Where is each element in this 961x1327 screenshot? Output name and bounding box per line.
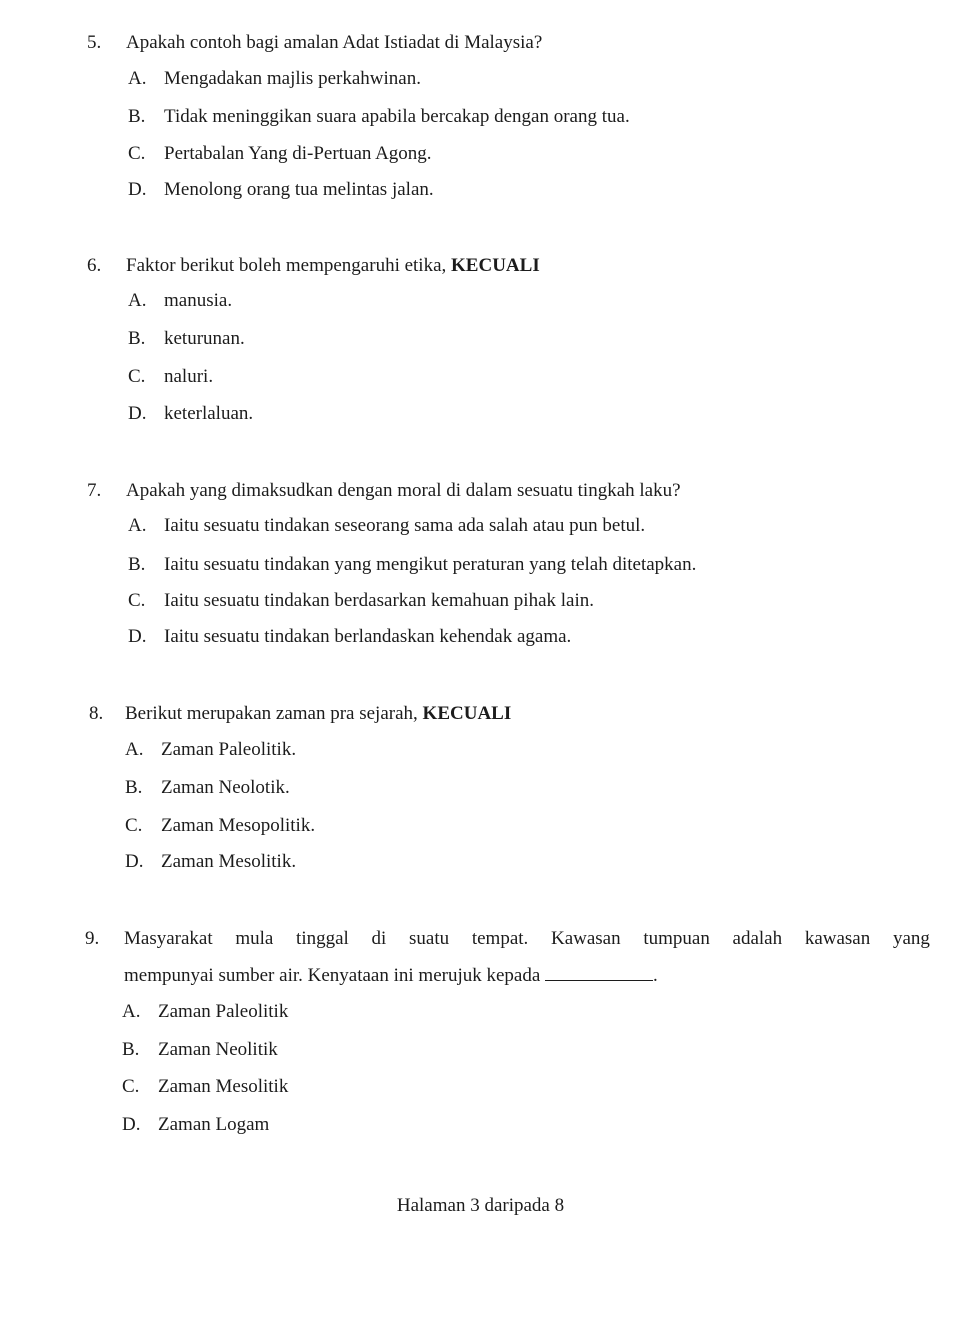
- question-stem-word: Masyarakat: [124, 928, 213, 949]
- option-letter: B.: [125, 777, 143, 798]
- option-letter: B.: [122, 1039, 140, 1060]
- question-stem-text: Faktor berikut boleh mempengaruhi etika,: [126, 255, 447, 276]
- question-number: 9.: [85, 928, 100, 949]
- option-text: Tidak meninggikan suara apabila bercakap dengan orang tua.: [164, 106, 630, 127]
- option-letter: B.: [128, 328, 146, 349]
- question-stem-word: mula: [235, 928, 274, 949]
- question-stem-word: Kawasan: [550, 928, 621, 949]
- question-number: 8.: [89, 703, 104, 724]
- option-letter: A.: [128, 68, 147, 89]
- option-text: Zaman Paleolitik.: [161, 739, 297, 760]
- option-text: keturunan.: [164, 328, 245, 349]
- option-letter: A.: [125, 739, 144, 760]
- question-stem-word: adalah: [732, 928, 783, 949]
- option-letter: A.: [128, 515, 147, 536]
- option-text: Zaman Paleolitik: [158, 1001, 289, 1022]
- option-text: Zaman Neolitik: [158, 1039, 278, 1060]
- question-stem-word: yang: [892, 928, 930, 949]
- question-number: 6.: [87, 255, 102, 276]
- question-stem-word: tumpuan: [643, 928, 710, 949]
- option-letter: B.: [128, 554, 146, 575]
- question-stem-line-1: [124, 928, 930, 951]
- question-stem-line-2: [124, 965, 658, 988]
- question-stem-text: mempunyai sumber air. Kenyataan ini merujuk kepada: [124, 965, 541, 986]
- question-number: 5.: [87, 32, 102, 53]
- option-text: Zaman Mesolitik: [158, 1076, 289, 1097]
- option-text: Iaitu sesuatu tindakan seseorang sama ada salah atau pun betul.: [164, 515, 646, 536]
- question-stem-emphasis: KECUALI: [451, 255, 540, 276]
- option-letter: D.: [128, 626, 147, 647]
- option-text: keterlaluan.: [164, 403, 254, 424]
- option-letter: D.: [125, 851, 144, 872]
- option-letter: D.: [128, 403, 147, 424]
- question-stem-word: di: [371, 928, 387, 949]
- option-letter: D.: [128, 179, 147, 200]
- question-stem-word: tempat.: [471, 928, 529, 949]
- option-letter: C.: [128, 590, 146, 611]
- option-letter: C.: [128, 366, 146, 387]
- question-stem: [126, 255, 540, 278]
- option-letter: B.: [128, 106, 146, 127]
- option-text: Zaman Neolotik.: [161, 777, 290, 798]
- option-letter: C.: [125, 815, 143, 836]
- option-text: manusia.: [164, 290, 233, 311]
- answer-blank: [545, 965, 653, 981]
- question-stem: Apakah yang dimaksudkan dengan moral di dalam sesuatu tingkah laku?: [126, 480, 681, 501]
- option-letter: C.: [122, 1076, 140, 1097]
- option-text: Iaitu sesuatu tindakan berlandaskan kehendak agama.: [164, 626, 572, 647]
- option-text: naluri.: [164, 366, 214, 387]
- question-number: 7.: [87, 480, 102, 501]
- question-stem-word: tinggal: [296, 928, 349, 949]
- question-stem: [125, 703, 511, 726]
- option-text: Zaman Mesolitik.: [161, 851, 297, 872]
- question-stem-word: suatu: [409, 928, 450, 949]
- question-stem-word: kawasan: [804, 928, 871, 949]
- option-text: Menolong orang tua melintas jalan.: [164, 179, 434, 200]
- option-text: Iaitu sesuatu tindakan berdasarkan kemahuan pihak lain.: [164, 590, 594, 611]
- option-text: Iaitu sesuatu tindakan yang mengikut peraturan yang telah ditetapkan.: [164, 554, 697, 575]
- option-letter: A.: [128, 290, 147, 311]
- option-text: Zaman Logam: [158, 1114, 270, 1135]
- question-stem-end: .: [653, 965, 658, 986]
- option-letter: D.: [122, 1114, 141, 1135]
- question-stem: Apakah contoh bagi amalan Adat Istiadat di Malaysia?: [126, 32, 543, 53]
- page-footer: Halaman 3 daripada 8: [396, 1195, 565, 1216]
- option-text: Mengadakan majlis perkahwinan.: [164, 68, 421, 89]
- question-stem-emphasis: KECUALI: [422, 703, 512, 724]
- question-stem-text: Berikut merupakan zaman pra sejarah,: [125, 703, 418, 724]
- option-letter: C.: [128, 143, 146, 164]
- option-letter: A.: [122, 1001, 141, 1022]
- option-text: Zaman Mesopolitik.: [161, 815, 316, 836]
- option-text: Pertabalan Yang di-Pertuan Agong.: [164, 143, 432, 164]
